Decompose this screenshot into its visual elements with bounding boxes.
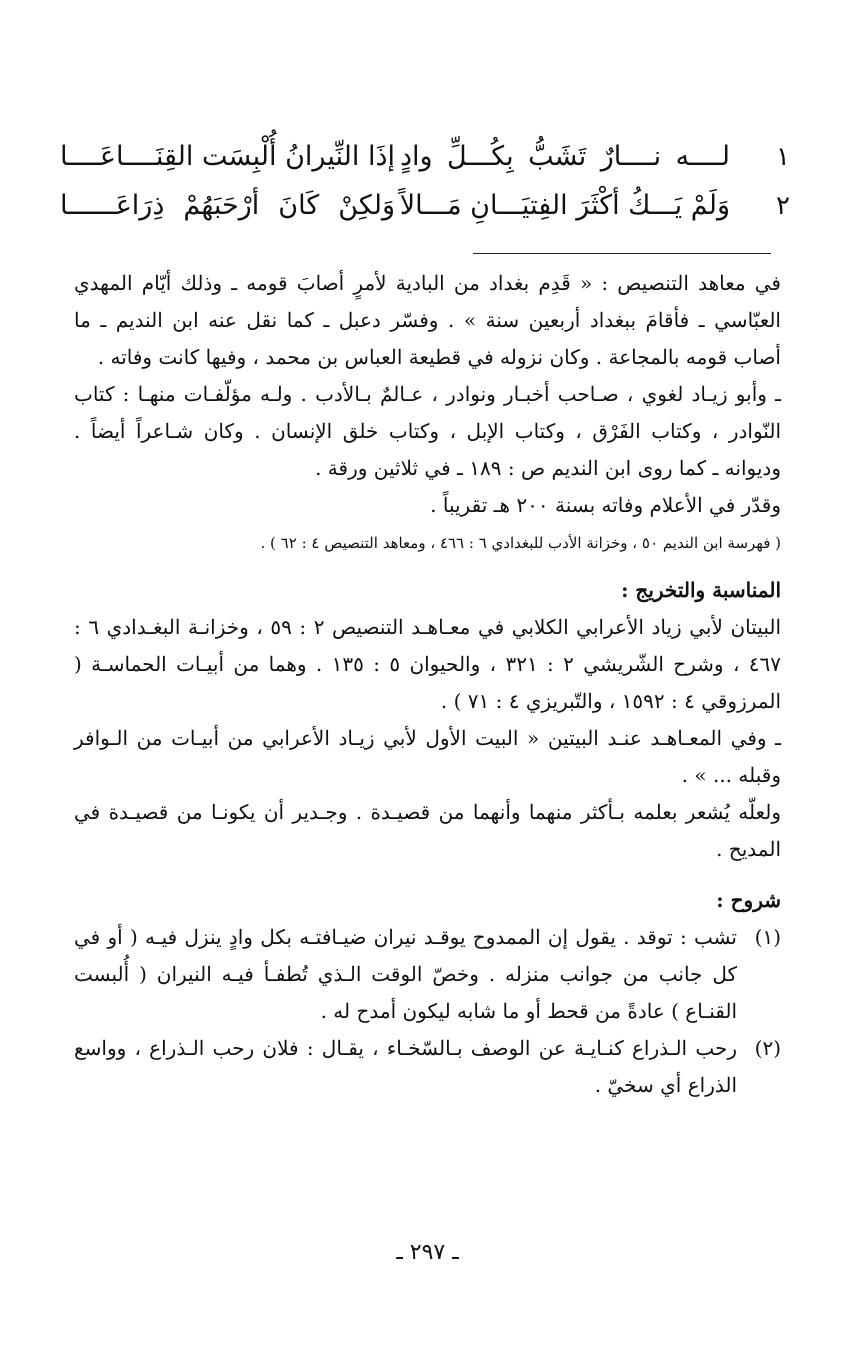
- takhrij-paragraph: البيتان لأبي زياد الأعرابي الكلابي في معـاهـد التنصيص ٢ : ٥٩ ، وخزانـة البغـدادي ٦ : ٤٦٧ ، وشرح الشّريشي ٢ : ٣٢١ ، والحيوان ٥ : ١٣٥ . وهما من أبيـات الحماسـة ( المرزوقي ٤ : ١٥٩٢ ، والتّبريزي ٤ : ٧١ ) .: [74, 615, 782, 713]
- bio-paragraph: وقدّر في الأعلام وفاته بسنة ٢٠٠ هـ تقريباً .: [430, 493, 781, 517]
- section-heading-shuruh: شروح :: [716, 888, 781, 912]
- commentary-body: [74, 265, 781, 1104]
- note-text: تشب : توقد . يقول إن الممدوح يوقـد نيران ضيـافتـه بكل وادٍ ينزل فيـه ( أو في كل جانب من جوانب منزله . وخصّ الوقت الـذي تُطفـأ فيـه النيران ( أُلبست القنـاع ) عادةً من قحط أو ما شابه ليكون أمدح له .: [74, 925, 737, 1023]
- verse-first-hemistich: لــــه نــــارٌ تَشَبُّ بِكُـــلِّ وادٍ: [400, 141, 730, 172]
- note-number: (٢): [754, 1036, 781, 1060]
- takhrij-paragraph: ـ وفي المعـاهـد عنـد البيتين « البيت الأول لأبي زيـاد الأعرابي من أبيـات من الـوافر وقبله ... » .: [74, 726, 781, 787]
- source-citation: ( فهرسة ابن النديم ٥٠ ، وخزانة الأدب للبغدادي ٦ : ٤٦٦ ، ومعاهد التنصيص ٤ : ٦٢ ) .: [260, 534, 781, 552]
- verse-number: ٢: [776, 191, 790, 221]
- verse-line-1: [60, 133, 800, 181]
- explanation-note: [74, 919, 781, 1030]
- spacer: [74, 868, 781, 882]
- section-heading-takhrij: المناسبة والتخريج :: [621, 578, 781, 602]
- verse-second-hemistich: إذَا النِّيرانُ أُلْبِسَت القِنَــــاعَــــا: [60, 141, 395, 172]
- divider-rule: [473, 253, 771, 254]
- verse-number: ١: [776, 142, 790, 172]
- verse-first-hemistich: وَلَمْ يَـــكُ أكْثَرَ الفِتيَـــانِ مَـــالاً: [399, 190, 730, 221]
- verse-line-2: [60, 182, 800, 230]
- bio-paragraph: ـ وأبو زيـاد لغوي ، صـاحب أخبـار ونوادر ، عـالمٌ بـالأدب . ولـه مؤلّفـات منهـا : كتاب النّوادر ، وكتاب الفَرْق ، وكتاب الإبل ، وكتاب خلق الإنسان . وكان شـاعراً أيضاً . وديوانه ـ كما روى ابن النديم ص : ١٨٩ ـ في ثلاثين ورقة .: [74, 382, 781, 480]
- takhrij-paragraph: ولعلّه يُشعر بعلمه بـأكثر منهما وأنهما من قصيـدة . وجـدير أن يكونـا من قصيـدة في المديح .: [74, 800, 781, 861]
- page-number: ـ ٢٩٧ ـ: [396, 1240, 459, 1265]
- note-number: (١): [754, 925, 781, 949]
- verse-second-hemistich: وَلكِنْ كَانَ أرْحَبَهُمْ ذِرَاعَــــــا: [60, 190, 395, 221]
- bio-paragraph: في معاهد التنصيص : « قَدِم بغداد من البادية لأمرٍ أصابَ قومه ـ وذلك أيّام المهدي العبّاسي ـ فأقامَ ببغداد أربعين سنة » . وفسّر دعبل ـ كما نقل عنه ابن النديم ـ ما أصاب قومه بالمجاعة . وكان نزوله في قطيعة العباس بن محمد ، وفيها كانت وفاته .: [74, 271, 781, 369]
- explanation-note: [74, 1030, 781, 1104]
- note-text: رحب الـذراع كنـايـة عن الوصف بـالسّخـاء ، يقـال : فلان رحب الـذراع ، وواسع الذراع أي سخيّ .: [74, 1036, 737, 1097]
